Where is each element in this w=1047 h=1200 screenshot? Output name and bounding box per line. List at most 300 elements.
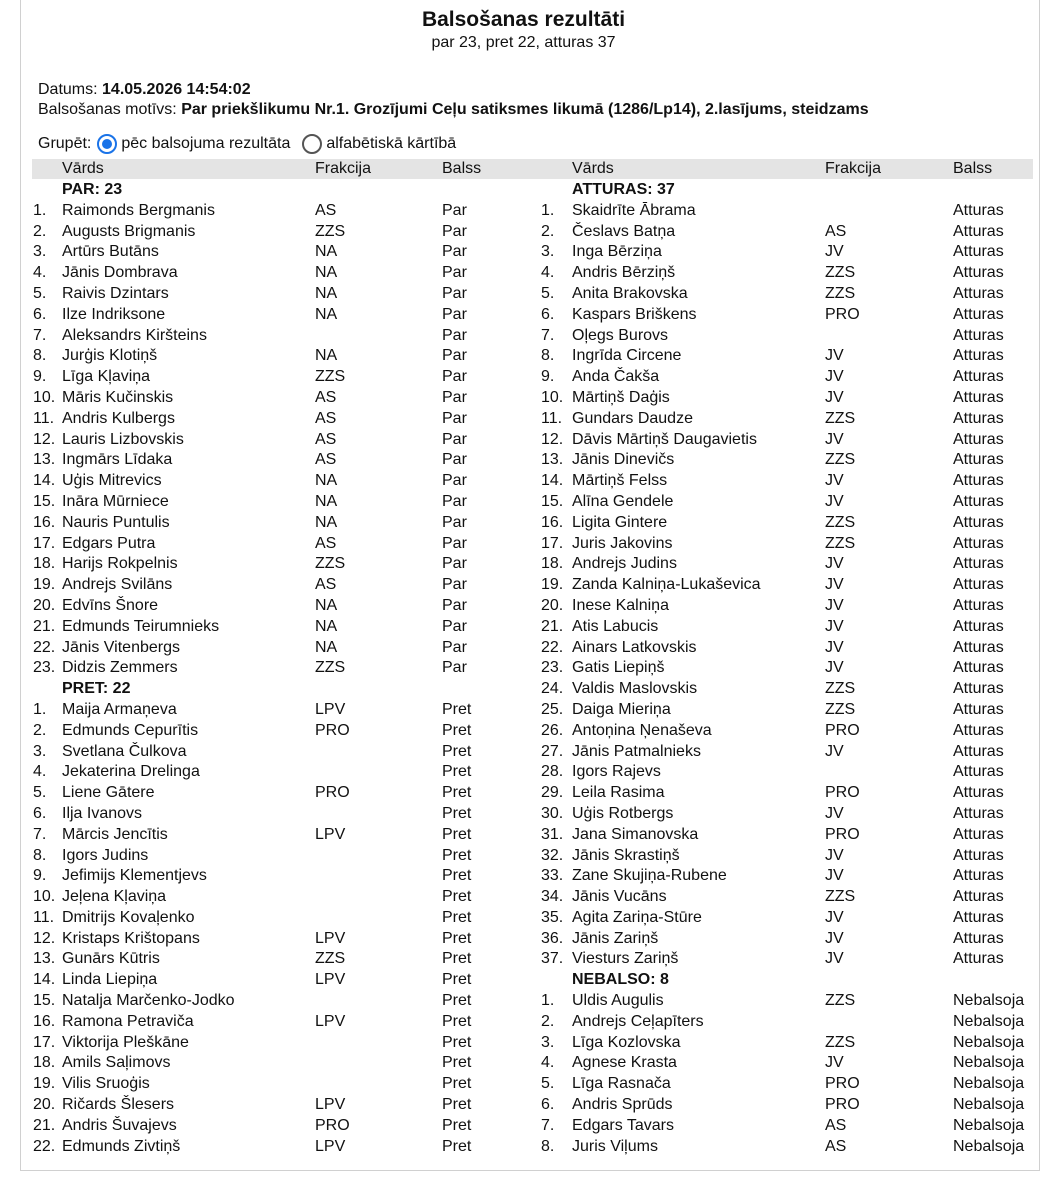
member-name: Oļegs Burovs (572, 326, 669, 344)
table-row (515, 825, 1033, 846)
member-vote: Atturas (953, 742, 1004, 760)
table-row (515, 492, 1033, 513)
member-name: Valdis Maslovskis (572, 680, 698, 698)
row-number: 20. (541, 596, 564, 614)
date-label: Datums: (38, 81, 98, 98)
member-faction: ZZS (315, 222, 346, 240)
member-name: Uldis Augulis (572, 992, 664, 1010)
table-row (32, 596, 515, 617)
row-number: 19. (541, 576, 564, 594)
member-name: Andrejs Judins (572, 555, 677, 573)
member-name: Līga Kļaviņa (62, 368, 151, 386)
row-number: 4. (541, 264, 555, 282)
member-vote: Par (442, 534, 467, 552)
table-row (515, 991, 1033, 1012)
table-row (32, 284, 515, 305)
row-number: 19. (33, 576, 56, 594)
table-row (32, 388, 515, 409)
row-number: 11. (33, 409, 55, 427)
row-number: 25. (541, 700, 564, 718)
radio-by-result-label[interactable]: pēc balsojuma rezultāta (121, 135, 291, 152)
member-vote: Atturas (953, 846, 1004, 864)
row-number: 15. (33, 992, 56, 1010)
row-number: 2. (541, 222, 555, 240)
member-vote: Par (442, 576, 467, 594)
row-number: 36. (541, 929, 564, 947)
member-vote: Pret (442, 1137, 472, 1155)
table-row (515, 409, 1033, 430)
row-number: 1. (33, 201, 47, 219)
table-row (32, 949, 515, 970)
member-name: Juris Viļums (572, 1137, 658, 1155)
date-value: 14.05.2026 14:54:02 (102, 81, 251, 98)
member-faction: PRO (825, 784, 860, 802)
member-vote: Atturas (953, 368, 1004, 386)
row-number: 5. (541, 284, 555, 302)
member-name: Agita Zariņa-Stūre (572, 908, 702, 926)
member-name: Viktorija Pleškāne (62, 1033, 189, 1051)
member-name: Jurģis Klotiņš (62, 347, 158, 365)
member-faction: NA (315, 305, 338, 323)
table-row (32, 1053, 515, 1074)
motive-label: Balsošanas motīvs: (38, 101, 177, 118)
member-vote: Par (442, 513, 467, 531)
table-row (32, 742, 515, 763)
member-name: Kaspars Briškens (572, 305, 697, 323)
member-name: Mārtiņš Felss (572, 472, 668, 490)
member-name: Līga Rasnača (572, 1075, 671, 1093)
table-row (32, 1074, 515, 1095)
row-number: 6. (33, 305, 47, 323)
member-vote: Pret (442, 1096, 472, 1114)
member-name: Gatis Liepiņš (572, 659, 665, 677)
table-row (515, 346, 1033, 367)
row-number: 21. (33, 1116, 56, 1134)
table-row (515, 284, 1033, 305)
table-row (515, 908, 1033, 929)
member-faction: JV (825, 617, 844, 635)
table-row (32, 242, 515, 263)
row-number: 13. (33, 451, 56, 469)
member-faction: ZZS (825, 1033, 856, 1051)
table-row (515, 762, 1033, 783)
row-number: 4. (33, 264, 47, 282)
header-faction: Frakcija (315, 160, 372, 177)
member-name: Maija Armaņeva (62, 700, 177, 718)
table-row (515, 1095, 1033, 1116)
row-number: 6. (541, 305, 555, 323)
table-row (515, 263, 1033, 284)
member-faction: ZZS (825, 264, 856, 282)
member-faction: JV (825, 555, 844, 573)
member-name: Edmunds Zivtiņš (62, 1137, 181, 1155)
member-vote: Atturas (953, 576, 1004, 594)
table-row (32, 554, 515, 575)
member-name: Alīna Gendele (572, 492, 674, 510)
member-vote: Par (442, 596, 467, 614)
radio-alphabetical-label[interactable]: alfabētiskā kārtībā (326, 135, 457, 152)
member-faction: JV (825, 243, 844, 261)
member-faction: NA (315, 617, 338, 635)
row-number: 2. (541, 1012, 555, 1030)
member-name: Vilis Sruoģis (62, 1075, 150, 1093)
member-name: Gunārs Kūtris (62, 950, 160, 968)
member-faction: JV (825, 1054, 844, 1072)
member-vote: Par (442, 264, 467, 282)
table-row (515, 1053, 1033, 1074)
member-vote: Par (442, 368, 467, 386)
member-name: Ilja Ivanovs (62, 804, 143, 822)
table-row (515, 1116, 1033, 1137)
member-name: Māris Kučinskis (62, 388, 174, 406)
row-number: 27. (541, 742, 564, 760)
table-row (515, 887, 1033, 908)
member-name: Lauris Lizbovskis (62, 430, 184, 448)
member-name: Ričards Šlesers (62, 1096, 175, 1114)
table-row (515, 534, 1033, 555)
row-number: 15. (541, 492, 564, 510)
member-name: Mārcis Jencītis (62, 825, 168, 843)
row-number: 3. (541, 243, 555, 261)
member-faction: JV (825, 576, 844, 594)
member-vote: Pret (442, 929, 472, 947)
member-name: Edvīns Šnore (62, 596, 159, 614)
member-faction: ZZS (825, 888, 856, 906)
group-heading (32, 679, 515, 700)
member-name: Andris Šuvajevs (62, 1116, 177, 1134)
member-faction: PRO (825, 721, 860, 739)
table-row (32, 201, 515, 222)
group-heading-label: NEBALSO: 8 (572, 971, 669, 989)
header-faction: Frakcija (825, 160, 882, 177)
member-faction: LPV (315, 1137, 346, 1155)
table-row (32, 1116, 515, 1137)
row-number: 2. (33, 721, 47, 739)
member-faction: AS (315, 451, 337, 469)
member-faction: PRO (315, 1116, 350, 1134)
member-vote: Atturas (953, 451, 1004, 469)
member-faction: JV (825, 430, 844, 448)
member-name: Zanda Kalniņa-Lukaševica (572, 576, 761, 594)
group-label: Grupēt: (38, 135, 92, 152)
table-row (515, 679, 1033, 700)
member-vote: Par (442, 659, 467, 677)
member-vote: Atturas (953, 555, 1004, 573)
row-number: 4. (33, 763, 47, 781)
member-vote: Par (442, 492, 467, 510)
member-faction: ZZS (825, 451, 856, 469)
member-name: Kristaps Krištopans (62, 929, 200, 947)
row-number: 34. (541, 888, 564, 906)
member-vote: Pret (442, 804, 472, 822)
member-vote: Atturas (953, 950, 1004, 968)
row-number: 8. (33, 347, 47, 365)
table-row (32, 430, 515, 451)
member-name: Edmunds Cepurītis (62, 721, 199, 739)
member-vote: Atturas (953, 867, 1004, 885)
member-name: Svetlana Čulkova (62, 742, 187, 760)
member-faction: NA (315, 472, 338, 490)
member-vote: Nebalsoja (953, 992, 1025, 1010)
member-vote: Par (442, 638, 467, 656)
row-number: 30. (541, 804, 564, 822)
table-row (32, 617, 515, 638)
table-row (32, 471, 515, 492)
member-name: Andris Kulbergs (62, 409, 175, 427)
table-row (515, 742, 1033, 763)
member-vote: Par (442, 243, 467, 261)
table-row (32, 700, 515, 721)
member-name: Atis Labucis (572, 617, 659, 635)
member-vote: Atturas (953, 784, 1004, 802)
member-name: Amils Saļimovs (62, 1054, 171, 1072)
member-vote: Atturas (953, 264, 1004, 282)
row-number: 12. (541, 430, 564, 448)
member-vote: Pret (442, 908, 472, 926)
member-name: Inga Bērziņa (572, 243, 662, 261)
group-selector (38, 134, 456, 154)
table-row (515, 658, 1033, 679)
member-faction: JV (825, 659, 844, 677)
member-vote: Par (442, 326, 467, 344)
table-row (32, 929, 515, 950)
motive-value: Par priekšlikumu Nr.1. Grozījumi Ceļu satiksmes likumā (1286/Lp14), 2.lasījums, steidzams (181, 101, 869, 118)
table-row (515, 638, 1033, 659)
member-vote: Nebalsoja (953, 1075, 1025, 1093)
member-vote: Atturas (953, 700, 1004, 718)
radio-by-result[interactable] (97, 134, 117, 154)
member-name: Jānis Dombrava (62, 264, 178, 282)
member-faction: ZZS (315, 659, 346, 677)
header-vote: Balss (442, 160, 482, 177)
table-row (32, 575, 515, 596)
member-faction: NA (315, 638, 338, 656)
member-vote: Atturas (953, 326, 1004, 344)
member-name: Jefimijs Klementjevs (62, 867, 207, 885)
row-number: 5. (33, 284, 47, 302)
table-row (32, 762, 515, 783)
member-name: Igors Judins (62, 846, 149, 864)
row-number: 29. (541, 784, 564, 802)
member-vote: Pret (442, 1116, 472, 1134)
member-faction: JV (825, 929, 844, 947)
member-vote: Atturas (953, 680, 1004, 698)
left-results-column (32, 180, 515, 1157)
page-subtitle: par 23, pret 22, atturas 37 (431, 34, 616, 51)
member-name: Jeļena Kļaviņa (62, 888, 167, 906)
member-faction: JV (825, 368, 844, 386)
member-faction: NA (315, 513, 338, 531)
row-number: 4. (541, 1054, 555, 1072)
row-number: 23. (541, 659, 564, 677)
table-row (515, 430, 1033, 451)
member-vote: Pret (442, 825, 472, 843)
row-number: 7. (541, 1116, 555, 1134)
row-number: 10. (33, 388, 56, 406)
member-name: Edgars Putra (62, 534, 156, 552)
row-number: 12. (33, 430, 56, 448)
member-vote: Pret (442, 846, 472, 864)
table-row (515, 305, 1033, 326)
member-faction: AS (315, 388, 337, 406)
table-row (32, 908, 515, 929)
member-name: Edmunds Teirumnieks (62, 617, 220, 635)
row-number: 21. (541, 617, 564, 635)
member-vote: Pret (442, 742, 472, 760)
table-row (515, 222, 1033, 243)
table-row (515, 575, 1033, 596)
member-vote: Par (442, 305, 467, 323)
member-faction: AS (825, 1137, 847, 1155)
row-number: 22. (541, 638, 564, 656)
member-name: Agnese Krasta (572, 1054, 677, 1072)
table-row (32, 346, 515, 367)
member-faction: AS (315, 534, 337, 552)
row-number: 8. (33, 846, 47, 864)
row-number: 3. (33, 742, 47, 760)
member-vote: Atturas (953, 659, 1004, 677)
member-name: Anita Brakovska (572, 284, 688, 302)
table-row (515, 596, 1033, 617)
table-row (515, 700, 1033, 721)
table-row (32, 783, 515, 804)
member-faction: ZZS (315, 950, 346, 968)
row-number: 18. (541, 555, 564, 573)
member-vote: Atturas (953, 243, 1004, 261)
member-vote: Atturas (953, 430, 1004, 448)
header-vote: Balss (953, 160, 993, 177)
member-vote: Par (442, 472, 467, 490)
member-vote: Pret (442, 867, 472, 885)
member-name: Andris Sprūds (572, 1096, 673, 1114)
member-faction: LPV (315, 971, 346, 989)
table-row (515, 1012, 1033, 1033)
table-row (515, 326, 1033, 347)
member-name: Ramona Petraviča (62, 1012, 194, 1030)
member-name: Raivis Dzintars (62, 284, 169, 302)
member-name: Dmitrijs Kovaļenko (62, 908, 195, 926)
group-heading (32, 180, 515, 201)
member-faction: JV (825, 742, 844, 760)
member-vote: Par (442, 284, 467, 302)
member-faction: LPV (315, 700, 346, 718)
row-number: 6. (33, 804, 47, 822)
row-number: 14. (33, 971, 56, 989)
table-row (515, 554, 1033, 575)
member-vote: Pret (442, 763, 472, 781)
member-faction: JV (825, 846, 844, 864)
member-name: Ligita Gintere (572, 513, 668, 531)
member-name: Didzis Zemmers (62, 659, 178, 677)
member-vote: Atturas (953, 825, 1004, 843)
member-vote: Pret (442, 950, 472, 968)
member-name: Viesturs Zariņš (572, 950, 679, 968)
member-faction: LPV (315, 825, 346, 843)
member-faction: NA (315, 284, 338, 302)
member-name: Uģis Mitrevics (62, 472, 162, 490)
table-row (515, 721, 1033, 742)
member-faction: NA (315, 264, 338, 282)
left-table-header (32, 159, 515, 179)
member-vote: Atturas (953, 888, 1004, 906)
member-name: Ināra Mūrniece (62, 492, 169, 510)
table-row (515, 471, 1033, 492)
member-vote: Par (442, 430, 467, 448)
member-vote: Atturas (953, 638, 1004, 656)
member-name: Nauris Puntulis (62, 513, 170, 531)
row-number: 1. (541, 201, 555, 219)
member-faction: PRO (825, 1075, 860, 1093)
table-row (32, 887, 515, 908)
group-heading-label: ATTURAS: 37 (572, 181, 675, 198)
member-faction: PRO (825, 305, 860, 323)
member-name: Andris Bērziņš (572, 264, 676, 282)
member-vote: Pret (442, 1033, 472, 1051)
radio-alphabetical[interactable] (302, 134, 322, 154)
table-row (515, 242, 1033, 263)
member-faction: JV (825, 908, 844, 926)
member-name: Līga Kozlovska (572, 1033, 681, 1051)
member-vote: Par (442, 409, 467, 427)
member-name: Natalja Marčenko-Jodko (62, 992, 235, 1010)
member-vote: Pret (442, 784, 472, 802)
member-vote: Atturas (953, 908, 1004, 926)
member-vote: Par (442, 451, 467, 469)
member-name: Zane Skujiņa-Rubene (572, 867, 727, 885)
table-row (515, 1137, 1033, 1158)
member-vote: Nebalsoja (953, 1054, 1025, 1072)
member-faction: ZZS (825, 680, 856, 698)
member-faction: PRO (315, 784, 350, 802)
table-row (32, 1012, 515, 1033)
table-row (32, 513, 515, 534)
member-name: Uģis Rotbergs (572, 804, 674, 822)
member-faction: AS (825, 1116, 847, 1134)
member-faction: ZZS (825, 992, 856, 1010)
row-number: 24. (541, 680, 564, 698)
table-row (32, 970, 515, 991)
member-faction: PRO (825, 825, 860, 843)
table-row (515, 949, 1033, 970)
member-vote: Par (442, 222, 467, 240)
row-number: 13. (33, 950, 56, 968)
table-row (32, 846, 515, 867)
member-faction: NA (315, 347, 338, 365)
member-name: Česlavs Batņa (572, 222, 676, 240)
member-name: Anda Čakša (572, 368, 660, 386)
motive-line (38, 101, 869, 119)
row-number: 5. (541, 1075, 555, 1093)
member-vote: Pret (442, 888, 472, 906)
row-number: 10. (33, 888, 56, 906)
row-number: 13. (541, 451, 564, 469)
member-faction: LPV (315, 1096, 346, 1114)
member-vote: Nebalsoja (953, 1096, 1025, 1114)
member-vote: Atturas (953, 763, 1004, 781)
table-row (515, 1074, 1033, 1095)
member-vote: Atturas (953, 804, 1004, 822)
member-faction: JV (825, 472, 844, 490)
row-number: 3. (541, 1033, 555, 1051)
member-name: Juris Jakovins (572, 534, 673, 552)
row-number: 16. (33, 1012, 56, 1030)
member-faction: ZZS (825, 409, 856, 427)
member-vote: Pret (442, 1054, 472, 1072)
member-faction: JV (825, 492, 844, 510)
table-row (32, 825, 515, 846)
row-number: 17. (33, 534, 56, 552)
row-number: 20. (33, 1096, 56, 1114)
